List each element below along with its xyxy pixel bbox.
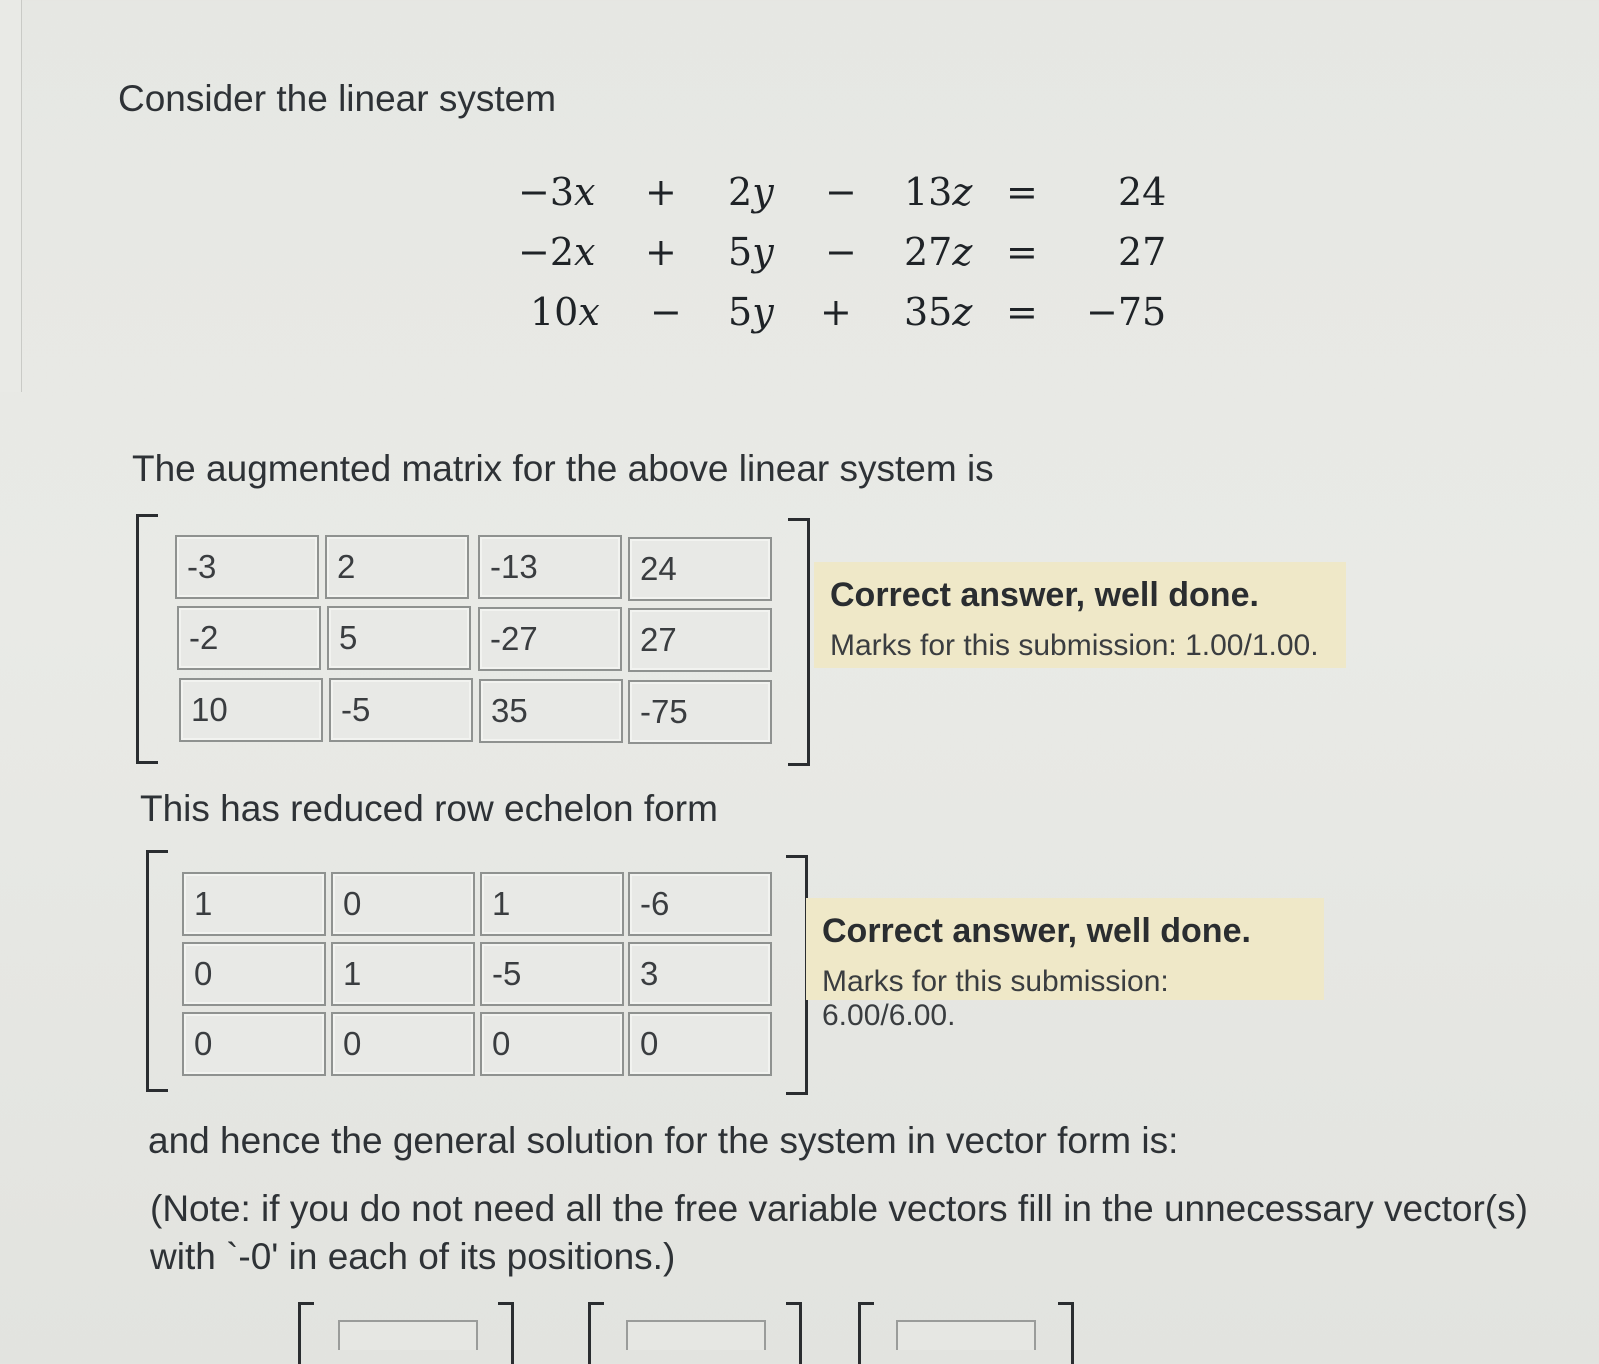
feedback-marks: Marks for this submission: 1.00/1.00. (830, 629, 1319, 662)
rref-cell[interactable]: 0 (480, 1012, 624, 1076)
eq3-rhs: −75 (1086, 290, 1167, 334)
augmented-cell[interactable]: 5 (327, 606, 471, 670)
feedback-title: Correct answer, well done. (822, 912, 1251, 950)
augmented-cell[interactable]: 24 (628, 537, 772, 601)
augmented-cell[interactable]: 27 (628, 608, 772, 672)
rref-bracket-left (146, 850, 168, 1092)
augmented-cell[interactable]: -27 (478, 607, 622, 671)
eq2-x-term: −2x (518, 230, 596, 274)
eq1-z-term: 13z (904, 170, 973, 214)
rref-cell[interactable]: 0 (182, 942, 326, 1006)
augmented-label: The augmented matrix for the above linear system is (132, 448, 994, 489)
eq1-sign1: + (645, 170, 677, 214)
feedback-marks: Marks for this submission: 6.00/6.00. (822, 965, 1169, 1032)
feedback-augmented (814, 562, 1346, 668)
augmented-bracket-right (788, 518, 810, 766)
augmented-cell[interactable]: -2 (177, 606, 321, 670)
rref-cell[interactable]: -6 (628, 872, 772, 936)
left-panel-edge (0, 0, 22, 392)
eq3-sign1: − (650, 290, 682, 334)
vector2-bracket-left (588, 1302, 604, 1364)
rref-cell[interactable]: 0 (331, 872, 475, 936)
vector3-input[interactable] (896, 1320, 1036, 1350)
rref-cell[interactable]: 3 (628, 942, 772, 1006)
eq2-y-term: 5y (728, 230, 774, 274)
augmented-cell[interactable]: -3 (175, 535, 319, 599)
rref-cell[interactable]: 1 (331, 942, 475, 1006)
eq2-rhs: 27 (1118, 230, 1167, 274)
note-line-1: (Note: if you do not need all the free variable vectors fill in the unnecessary vector(s) (150, 1188, 1528, 1229)
eq1-sign2: − (825, 170, 857, 214)
eq3-z-term: 35z (904, 290, 973, 334)
eq1-equals: = (1006, 170, 1038, 214)
rref-cell[interactable]: 0 (628, 1012, 772, 1076)
vector1-bracket-right (498, 1302, 514, 1364)
eq1-x-term: −3x (518, 170, 596, 214)
feedback-rref (806, 898, 1324, 1032)
vector2-input[interactable] (626, 1320, 766, 1350)
rref-cell[interactable]: 1 (480, 872, 624, 936)
rref-bracket-right (786, 855, 808, 1095)
vector2-bracket-right (786, 1302, 802, 1364)
eq3-y-term: 5y (728, 290, 774, 334)
note-line-2: with `-0' in each of its positions.) (150, 1236, 676, 1277)
intro-text: Consider the linear system (118, 78, 557, 119)
vector3-bracket-right (1058, 1302, 1074, 1364)
eq2-equals: = (1006, 230, 1038, 274)
rref-cell[interactable]: 0 (331, 1012, 475, 1076)
rref-cell[interactable]: 0 (182, 1012, 326, 1076)
solution-label: and hence the general solution for the system in vector form is: (148, 1120, 1179, 1161)
eq1-y-term: 2y (728, 170, 774, 214)
rref-cell[interactable]: 1 (182, 872, 326, 936)
eq2-sign1: + (645, 230, 677, 274)
augmented-cell[interactable]: -5 (329, 678, 473, 742)
augmented-cell[interactable]: -13 (478, 535, 622, 599)
eq3-sign2: + (820, 290, 852, 334)
augmented-cell[interactable]: 2 (325, 535, 469, 599)
augmented-cell[interactable]: 35 (479, 679, 623, 743)
vector1-input[interactable] (338, 1320, 478, 1350)
vector1-bracket-left (298, 1302, 314, 1364)
eq3-equals: = (1006, 290, 1038, 334)
augmented-cell[interactable]: 10 (179, 678, 323, 742)
rref-label: This has reduced row echelon form (140, 788, 718, 829)
augmented-cell[interactable]: -75 (628, 680, 772, 744)
eq2-z-term: 27z (904, 230, 973, 274)
eq2-sign2: − (825, 230, 857, 274)
vector3-bracket-left (858, 1302, 874, 1364)
rref-cell[interactable]: -5 (480, 942, 624, 1006)
eq1-rhs: 24 (1118, 170, 1167, 214)
feedback-title: Correct answer, well done. (830, 576, 1259, 614)
augmented-bracket-left (136, 514, 158, 764)
eq3-x-term: 10x (530, 290, 600, 334)
